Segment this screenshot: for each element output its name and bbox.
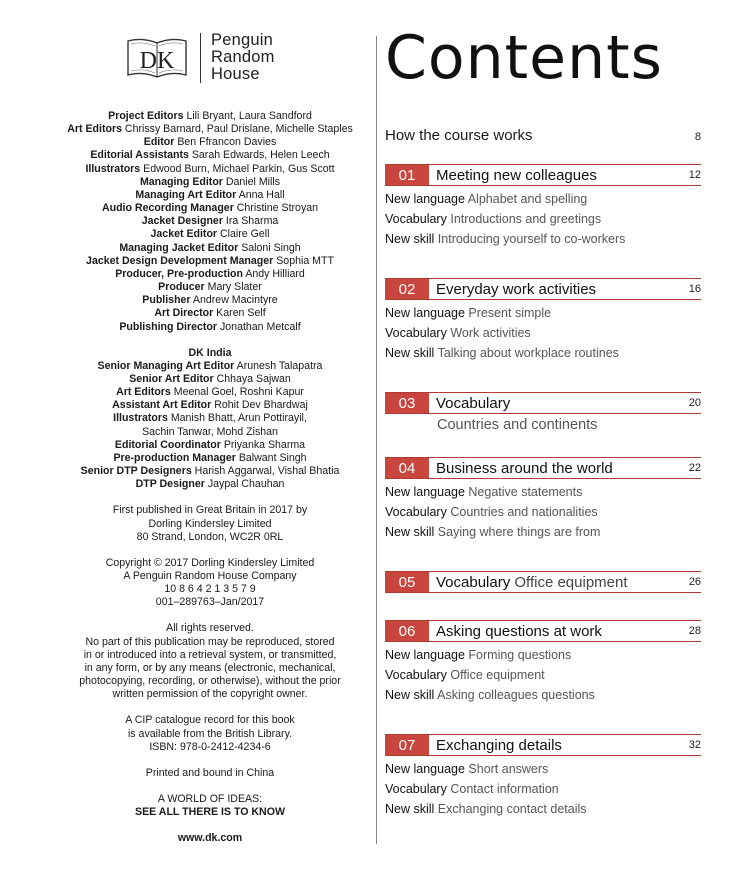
unit-topics: [385, 759, 701, 819]
credit-role: Managing Art Editor: [135, 188, 237, 201]
credit-line: [30, 373, 390, 386]
unit-header: [385, 734, 701, 756]
credit-name: Manish Bhatt, Arun Pottirayil,: [170, 412, 307, 425]
unit-number-badge: 04: [385, 458, 429, 478]
unit-title: [436, 574, 701, 591]
credit-line: [30, 386, 390, 399]
unit-topics: [385, 303, 701, 363]
toc-unit-01[interactable]: [385, 164, 701, 249]
unit-topic-line: [385, 665, 701, 685]
unit-topic-line: [385, 343, 701, 363]
topic-value: Contact information: [450, 782, 559, 796]
credit-role: Illustrators: [113, 412, 168, 425]
credit-name: Sachin Tanwar, Mohd Zishan: [142, 425, 278, 438]
unit-topics: [385, 189, 701, 249]
credit-line: [30, 110, 390, 123]
credit-text-line: No part of this publication may be reproduced, stored: [85, 635, 335, 648]
credit-name: Daniel Mills: [225, 175, 281, 188]
credit-line: [30, 321, 390, 334]
credit-line: [30, 163, 390, 176]
credit-name: Andy Hilliard: [245, 267, 305, 280]
topic-value: Countries and nationalities: [450, 505, 598, 519]
credit-role: Jacket Designer: [141, 215, 223, 228]
unit-topic-line: [385, 303, 701, 323]
topic-label: New language: [385, 648, 465, 662]
credit-name: Arunesh Talapatra: [236, 359, 323, 372]
credit-role: Audio Recording Manager: [101, 202, 234, 215]
credit-text-line: All rights reserved.: [166, 622, 254, 635]
unit-topic-line: [385, 323, 701, 343]
unit-number-badge: 07: [385, 735, 429, 755]
unit-number-badge: 02: [385, 279, 429, 299]
unit-number-badge: 01: [385, 165, 429, 185]
credit-text-line: A Penguin Random House Company: [123, 570, 297, 582]
credit-name: Karen Self: [216, 307, 266, 320]
credit-name: Harish Aggarwal, Vishal Bhatia: [194, 465, 340, 478]
credit-role: Managing Jacket Editor: [119, 241, 239, 254]
unit-topic-line: [385, 799, 701, 819]
toc-unit-03[interactable]: [385, 392, 701, 435]
unit-title: [436, 623, 701, 640]
unit-header: [385, 457, 701, 479]
topic-value: Office equipment: [450, 668, 545, 682]
credit-text-line: in any form, or by any means (electronic, mechanical,: [84, 661, 336, 674]
unit-title: [436, 737, 701, 754]
credit-name: Meenal Goel, Roshni Kapur: [173, 386, 304, 399]
credit-line: [30, 242, 390, 255]
credit-role: Art Editors: [116, 386, 171, 399]
credit-role: Editorial Coordinator: [114, 438, 221, 451]
topic-value: Present simple: [468, 306, 552, 320]
page-number: 32: [688, 739, 701, 751]
credit-text-line: ISBN: 978-0-2412-4234-6: [149, 740, 271, 753]
credit-text-line: photocopying, recording, or otherwise), without the prior: [79, 675, 341, 688]
credit-line: [30, 228, 390, 241]
credit-line: [30, 123, 390, 136]
printed-in: Printed and bound in China: [145, 766, 275, 779]
copyright-info: [30, 557, 390, 610]
credit-text-line: Copyright © 2017 Dorling Kindersley Limited: [105, 556, 315, 569]
page-number: 12: [688, 169, 701, 181]
topic-value: Negative statements: [468, 485, 583, 499]
credit-line: [30, 176, 390, 189]
logo-divider: [200, 33, 201, 83]
credit-line: [30, 136, 390, 149]
topic-label: New skill: [385, 346, 435, 360]
topic-label: New skill: [385, 802, 435, 816]
credit-line: [30, 255, 390, 268]
see-all-line: SEE ALL THERE IS TO KNOW: [135, 806, 285, 819]
unit-title-text: Everyday work activities: [436, 280, 597, 298]
credit-role: DTP Designer: [135, 478, 205, 491]
credit-role: Jacket Design Development Manager: [86, 254, 274, 267]
credit-name: Christine Stroyan: [236, 202, 319, 215]
unit-topic-line: [385, 482, 701, 502]
topic-value: Saying where things are from: [437, 525, 601, 539]
credit-name: Priyanka Sharma: [223, 438, 306, 451]
unit-title: [436, 460, 701, 477]
credit-line: [30, 439, 390, 452]
credit-line: [30, 294, 390, 307]
topic-label: New skill: [385, 232, 435, 246]
prh-line: Random: [211, 48, 275, 66]
dk-book-logo-icon: [124, 35, 190, 81]
topic-value: Talking about workplace routines: [437, 346, 619, 360]
unit-title-text: Vocabulary: [436, 573, 511, 591]
toc-unit-06[interactable]: [385, 620, 701, 705]
topic-label: New language: [385, 762, 465, 776]
page-number: 22: [688, 462, 701, 474]
unit-title-subject: Office equipment: [514, 573, 628, 591]
unit-topic-line: [385, 209, 701, 229]
toc-unit-04[interactable]: [385, 457, 701, 542]
credit-line: [30, 452, 390, 465]
unit-number-badge: 05: [385, 572, 429, 592]
unit-number-badge: 03: [385, 393, 429, 413]
unit-topic-line: [385, 522, 701, 542]
unit-title-text: Vocabulary: [436, 394, 511, 412]
credit-role: Art Editors: [67, 123, 122, 136]
credit-text-line: 80 Strand, London, WC2R 0RL: [136, 530, 284, 543]
world-of-ideas-line: A WORLD OF IDEAS:: [157, 793, 263, 806]
credit-line: [30, 268, 390, 281]
topic-value: Introductions and greetings: [450, 212, 602, 226]
credit-line: [30, 215, 390, 228]
unit-title: [436, 167, 701, 184]
credit-text-line: First published in Great Britain in 2017 by: [112, 504, 308, 517]
credit-line: [30, 307, 390, 320]
credit-name: Chhaya Sajwan: [216, 372, 291, 385]
topic-label: Vocabulary: [385, 505, 447, 519]
credit-role: Publisher: [142, 294, 191, 307]
unit-topic-line: [385, 189, 701, 209]
uk-staff-list: [30, 110, 390, 334]
credit-text-line: Dorling Kindersley Limited: [148, 517, 272, 530]
credit-name: Mary Slater: [207, 281, 262, 294]
credit-role: Producer, Pre-production: [115, 267, 243, 280]
credit-role: Senior Managing Art Editor: [97, 359, 235, 372]
topic-label: New language: [385, 306, 465, 320]
credit-line: [30, 360, 390, 373]
topic-value: Work activities: [450, 326, 531, 340]
credit-name: Andrew Macintyre: [192, 294, 278, 307]
unit-title-text: Meeting new colleagues: [436, 166, 597, 184]
penguin-random-house-wordmark: [211, 32, 275, 83]
unit-topic-line: [385, 779, 701, 799]
dk-mark-text: DK: [139, 47, 175, 74]
page-number: 26: [688, 576, 701, 588]
credit-name: Lili Bryant, Laura Sandford: [186, 110, 312, 122]
credit-name: Ben Ffrancon Davies: [177, 136, 277, 149]
credit-line: [30, 465, 390, 478]
cip-record: [30, 714, 390, 753]
credit-role: Senior Art Editor: [129, 372, 214, 385]
credit-text-line: is available from the British Library.: [127, 727, 293, 740]
prh-line: Penguin: [211, 31, 273, 49]
credit-text-line: 10 8 6 4 2 1 3 5 7 9: [164, 583, 256, 596]
unit-topic-line: [385, 502, 701, 522]
credit-role: Managing Editor: [139, 175, 223, 188]
unit-title: [436, 395, 701, 412]
credit-name: Chrissy Barnard, Paul Drislane, Michelle Staples: [124, 123, 353, 136]
unit-subtitle: Countries and continents: [437, 417, 598, 433]
credit-text-line: in or introduced into a retrieval system, or transmitted,: [83, 648, 337, 661]
credit-role: Producer: [158, 281, 205, 294]
page-number: 16: [688, 283, 701, 295]
topic-label: Vocabulary: [385, 782, 447, 796]
credit-role: Editorial Assistants: [90, 149, 189, 162]
unit-number-badge: 06: [385, 621, 429, 641]
credit-name: Balwant Singh: [238, 451, 307, 464]
credit-name: Jonathan Metcalf: [219, 320, 301, 333]
toc-unit-07[interactable]: [385, 734, 701, 819]
credit-role: Publishing Director: [119, 320, 218, 333]
credit-line: [30, 189, 390, 202]
topic-value: Short answers: [468, 762, 549, 776]
toc-unit-02[interactable]: [385, 278, 701, 363]
rights-notice: [30, 622, 390, 701]
toc-entry-intro[interactable]: [385, 127, 701, 144]
topic-label: Vocabulary: [385, 212, 447, 226]
credit-name: Claire Gell: [220, 228, 270, 241]
india-heading: DK India: [188, 346, 232, 359]
topic-label: New language: [385, 485, 465, 499]
credit-line: [30, 281, 390, 294]
unit-topic-line: [385, 759, 701, 779]
topic-value: Asking colleagues questions: [437, 688, 595, 702]
credit-name: Jaypal Chauhan: [207, 478, 285, 491]
page-title: Contents: [385, 23, 663, 93]
topic-value: Introducing yourself to co-workers: [437, 232, 626, 246]
topic-value: Exchanging contact details: [437, 802, 587, 816]
credit-name: Sophia MTT: [276, 254, 334, 267]
credit-name: Sarah Edwards, Helen Leech: [191, 149, 330, 162]
topic-value: Alphabet and spelling: [467, 192, 588, 206]
credit-role: Art Director: [154, 307, 214, 320]
unit-header: [385, 571, 701, 593]
topic-value: Forming questions: [468, 648, 572, 662]
credit-role: Pre-production Manager: [113, 451, 236, 464]
credit-text-line: 001–289763–Jan/2017: [155, 596, 265, 609]
credit-line: [30, 478, 390, 491]
credit-name: Anna Hall: [238, 188, 285, 201]
credit-role: Assistant Art Editor: [112, 399, 212, 412]
website-link[interactable]: www.dk.com: [177, 832, 243, 845]
unit-topics: [385, 645, 701, 705]
topic-label: New language: [385, 192, 465, 206]
credit-text-line: written permission of the copyright owner.: [112, 688, 308, 701]
publisher-logo: [124, 32, 275, 83]
credit-line: [30, 426, 390, 439]
unit-topics: [385, 482, 701, 542]
unit-header: [385, 164, 701, 186]
unit-header: [385, 392, 701, 414]
unit-header: [385, 620, 701, 642]
credit-line: [30, 149, 390, 162]
page-number: 28: [688, 625, 701, 637]
credit-name: Ira Sharma: [225, 215, 279, 228]
india-staff-list: [30, 360, 390, 492]
credit-role: Editor: [143, 136, 175, 149]
credit-role: Illustrators: [85, 162, 141, 175]
credit-name: Saloni Singh: [241, 241, 301, 254]
unit-title-text: Exchanging details: [436, 736, 562, 754]
credit-role: Project Editors: [108, 110, 184, 122]
credit-name: Rohit Dev Bhardwaj: [214, 399, 308, 412]
credit-line: [30, 202, 390, 215]
unit-topic-line: [385, 685, 701, 705]
credit-line: [30, 412, 390, 425]
published-info: [30, 504, 390, 543]
topic-label: Vocabulary: [385, 326, 447, 340]
unit-title-text: Business around the world: [436, 459, 613, 477]
credits-block: [30, 110, 390, 846]
topic-label: Vocabulary: [385, 668, 447, 682]
toc-unit-05[interactable]: [385, 571, 701, 593]
unit-topic-line: [385, 645, 701, 665]
unit-topic-line: [385, 229, 701, 249]
unit-header: [385, 278, 701, 300]
unit-title: [436, 281, 701, 298]
credit-text-line: A CIP catalogue record for this book: [125, 714, 295, 727]
topic-label: New skill: [385, 688, 435, 702]
credit-role: Senior DTP Designers: [80, 465, 192, 478]
page-number: 8: [694, 131, 701, 143]
page-number: 20: [688, 397, 701, 409]
credit-name: Edwood Burn, Michael Parkin, Gus Scott: [143, 162, 335, 175]
unit-title-text: Asking questions at work: [436, 622, 602, 640]
topic-label: New skill: [385, 525, 435, 539]
toc-entry-title: How the course works: [385, 127, 533, 144]
credit-role: Jacket Editor: [150, 228, 218, 241]
column-divider: [376, 36, 377, 844]
credit-line: [30, 399, 390, 412]
prh-line: House: [211, 65, 260, 83]
